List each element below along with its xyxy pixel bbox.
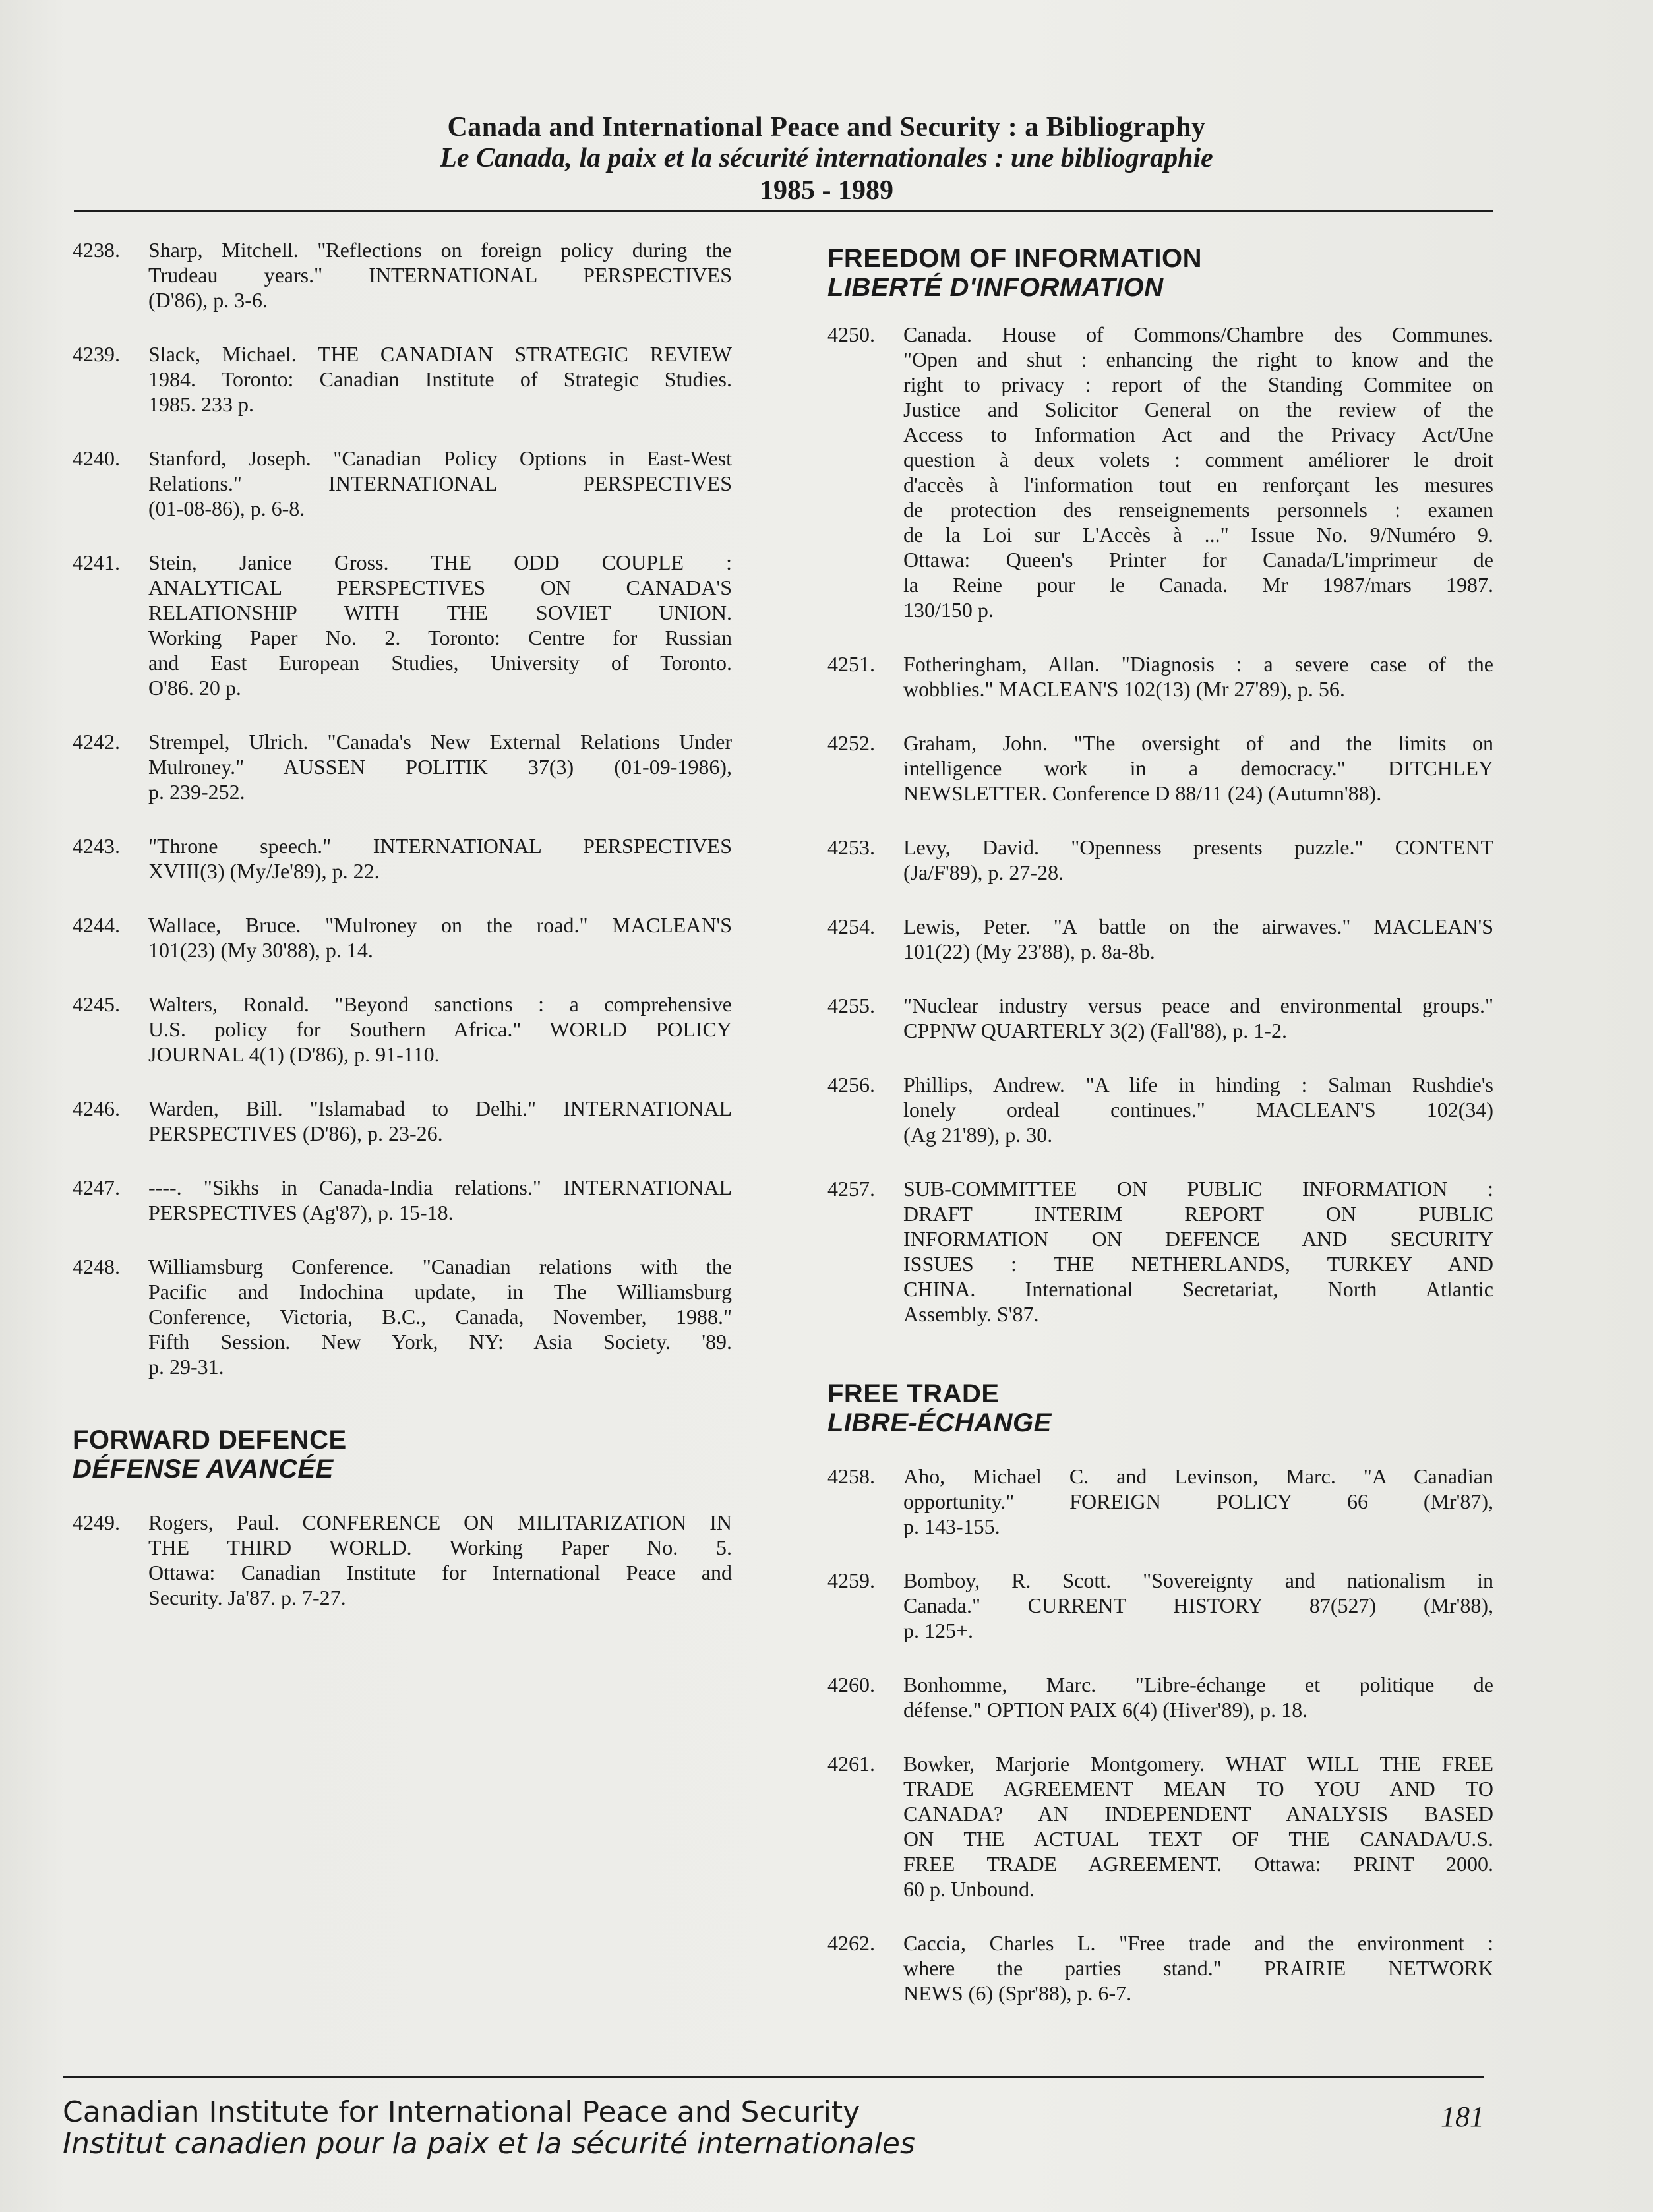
entry-line: Ottawa: Queen's Printer for Canada/L'imprimeur de [903, 548, 1493, 572]
entry-line: RELATIONSHIP WITH THE SOVIET UNION. [148, 601, 732, 624]
entry-line: Relations." INTERNATIONAL PERSPECTIVES [148, 471, 732, 495]
entry-list [827, 322, 1493, 1327]
entry-number: 4244. [73, 913, 120, 937]
entry-line: Phillips, Andrew. "A life in hinding : Salman Rushdie's [903, 1073, 1493, 1096]
entry-line: 130/150 p. [903, 598, 994, 622]
entry-line: PERSPECTIVES (Ag'87), p. 15-18. [148, 1201, 454, 1224]
entry-line: ON THE ACTUAL TEXT OF THE CANADA/U.S. [903, 1827, 1493, 1851]
entry-line: Fotheringham, Allan. "Diagnosis : a severe case of the [903, 652, 1493, 676]
entry-line: Pacific and Indochina update, in The Williamsburg [148, 1280, 732, 1303]
entry-number: 4238. [73, 238, 120, 262]
bibliography-entry [827, 651, 1493, 702]
entry-line: défense." OPTION PAIX 6(4) (Hiver'89), p. 18. [903, 1698, 1308, 1721]
bibliography-entry [73, 833, 732, 883]
left-column [73, 237, 732, 1639]
entry-line: Canada." CURRENT HISTORY 87(527) (Mr'88), [903, 1594, 1493, 1617]
entry-line: Bonhomme, Marc. "Libre-échange et politique de [903, 1673, 1493, 1696]
bibliography-entry [827, 1072, 1493, 1147]
bibliography-entry [827, 1464, 1493, 1539]
entry-line: Access to Information Act and the Privacy Act/Une [903, 423, 1493, 446]
section-heading-free-trade [827, 1379, 1493, 1437]
entry-text [903, 1930, 1493, 2006]
bibliography-entry [827, 1751, 1493, 1901]
entry-text [903, 731, 1493, 806]
section-title-fr: DÉFENSE AVANCÉE [73, 1454, 334, 1483]
entry-list [73, 237, 732, 1379]
entry-number: 4251. [827, 652, 875, 676]
bibliography-entry [827, 1176, 1493, 1327]
bibliography-entry [73, 550, 732, 700]
entry-text [148, 1096, 732, 1146]
section-heading-forward-defence [73, 1425, 732, 1483]
entry-line: Security. Ja'87. p. 7-27. [148, 1586, 346, 1609]
entry-line: DRAFT INTERIM REPORT ON PUBLIC [903, 1202, 1493, 1226]
entry-line: INFORMATION ON DEFENCE AND SECURITY [903, 1227, 1493, 1251]
entry-line: FREE TRADE AGREEMENT. Ottawa: PRINT 2000. [903, 1852, 1493, 1876]
entry-line: 60 p. Unbound. [903, 1877, 1035, 1901]
entry-line: 1984. Toronto: Canadian Institute of Strategic Studies. [148, 367, 732, 391]
entry-line: Ottawa: Canadian Institute for International Peace and [148, 1561, 732, 1584]
entry-line: (Ja/F'89), p. 27-28. [903, 860, 1064, 884]
header-years: 1985 - 1989 [760, 175, 893, 206]
entry-line: p. 143-155. [903, 1514, 1000, 1538]
entry-line: Sharp, Mitchell. "Reflections on foreign policy during the [148, 238, 732, 262]
bibliography-entry [827, 914, 1493, 964]
page-number: 181 [1441, 2101, 1484, 2133]
entry-line: CANADA? AN INDEPENDENT ANALYSIS BASED [903, 1802, 1493, 1826]
entry-number: 4248. [73, 1255, 120, 1278]
entry-line: Stein, Janice Gross. THE ODD COUPLE : [148, 551, 732, 574]
entry-line: Rogers, Paul. CONFERENCE ON MILITARIZATION IN [148, 1510, 732, 1534]
entry-text [903, 322, 1493, 622]
entry-line: 101(23) (My 30'88), p. 14. [148, 938, 373, 962]
entry-text [903, 914, 1493, 964]
entry-line: Walters, Ronald. "Beyond sanctions : a comprehensive [148, 992, 732, 1016]
entry-number: 4262. [827, 1931, 875, 1955]
entry-line: 1985. 233 p. [148, 392, 254, 416]
bibliography-entry [827, 731, 1493, 806]
entry-line: (01-08-86), p. 6-8. [148, 496, 305, 520]
section-title-fr: LIBRE-ÉCHANGE [827, 1408, 1052, 1437]
bibliography-entry [827, 993, 1493, 1043]
entry-line: Wallace, Bruce. "Mulroney on the road." MACLEAN'S [148, 913, 732, 937]
entry-line: PERSPECTIVES (D'86), p. 23-26. [148, 1121, 443, 1145]
page-footer [63, 2097, 915, 2160]
entry-line: Mulroney." AUSSEN POLITIK 37(3) (01-09-1986), [148, 755, 732, 779]
entry-number: 4260. [827, 1673, 875, 1696]
bibliography-entry [73, 1254, 732, 1379]
entry-line: "Throne speech." INTERNATIONAL PERSPECTIVES [148, 834, 732, 858]
entry-line: p. 125+. [903, 1619, 974, 1642]
section-title-en: FREE TRADE [827, 1379, 1000, 1408]
entry-line: intelligence work in a democracy." DITCHLEY [903, 756, 1493, 780]
entry-text [903, 835, 1493, 885]
entry-number: 4247. [73, 1176, 120, 1199]
entry-text [148, 237, 732, 313]
entry-number: 4261. [827, 1752, 875, 1776]
entry-line: Caccia, Charles L. "Free trade and the environment : [903, 1931, 1493, 1955]
entry-line: NEWS (6) (Spr'88), p. 6-7. [903, 1981, 1132, 2005]
entry-line: JOURNAL 4(1) (D'86), p. 91-110. [148, 1042, 440, 1066]
entry-number: 4246. [73, 1096, 120, 1120]
entry-line: XVIII(3) (My/Je'89), p. 22. [148, 859, 380, 883]
entry-line: Bowker, Marjorie Montgomery. WHAT WILL THE FREE [903, 1752, 1493, 1776]
entry-number: 4255. [827, 994, 875, 1017]
entry-text [148, 342, 732, 417]
entry-text [148, 550, 732, 700]
entry-text [148, 833, 732, 883]
entry-line: Bomboy, R. Scott. "Sovereignty and nationalism in [903, 1569, 1493, 1592]
entry-line: CPPNW QUARTERLY 3(2) (Fall'88), p. 1-2. [903, 1019, 1287, 1042]
entry-number: 4242. [73, 730, 120, 754]
entry-text [148, 1510, 732, 1610]
entry-line: Slack, Michael. THE CANADIAN STRATEGIC REVIEW [148, 342, 732, 366]
entry-line: ANALYTICAL PERSPECTIVES ON CANADA'S [148, 576, 732, 599]
entry-line: SUB-COMMITTEE ON PUBLIC INFORMATION : [903, 1177, 1493, 1201]
header-title-fr: Le Canada, la paix et la sécurité internationales : une bibliographie [440, 143, 1213, 173]
bibliography-entry [827, 835, 1493, 885]
entry-number: 4252. [827, 731, 875, 755]
bibliography-entry [73, 342, 732, 417]
entry-line: Strempel, Ulrich. "Canada's New External Relations Under [148, 730, 732, 754]
entry-number: 4259. [827, 1569, 875, 1592]
entry-line: Assembly. S'87. [903, 1302, 1039, 1326]
entry-text [903, 1464, 1493, 1539]
entry-number: 4253. [827, 835, 875, 859]
bibliography-entry [73, 912, 732, 963]
entry-line: Levy, David. "Openness presents puzzle." CONTENT [903, 835, 1493, 859]
header-title-en: Canada and International Peace and Security : a Bibliography [447, 112, 1206, 142]
entry-line: O'86. 20 p. [148, 676, 241, 700]
entry-line: Justice and Solicitor General on the review of the [903, 398, 1493, 421]
entry-number: 4256. [827, 1073, 875, 1096]
entry-line: "Open and shut : enhancing the right to know and the [903, 347, 1493, 371]
bibliography-entry [827, 322, 1493, 622]
entry-line: Working Paper No. 2. Toronto: Centre for Russian [148, 626, 732, 649]
entry-line: lonely ordeal continues." MACLEAN'S 102(34) [903, 1098, 1493, 1121]
footer-institute-en: Canadian Institute for International Peace and Security [63, 2095, 860, 2129]
bibliography-entry [73, 1175, 732, 1225]
entry-line: opportunity." FOREIGN POLICY 66 (Mr'87), [903, 1489, 1493, 1513]
entry-line: 101(22) (My 23'88), p. 8a-8b. [903, 940, 1155, 963]
entry-line: Fifth Session. New York, NY: Asia Society. '89. [148, 1330, 732, 1354]
entry-line: Williamsburg Conference. "Canadian relations with the [148, 1255, 732, 1278]
entry-text [903, 1176, 1493, 1327]
bibliography-entry [73, 446, 732, 521]
entry-number: 4245. [73, 992, 120, 1016]
entry-line: la Reine pour le Canada. Mr 1987/mars 1987. [903, 573, 1493, 597]
entry-number: 4239. [73, 342, 120, 366]
entry-text [903, 1751, 1493, 1901]
entry-line: Graham, John. "The oversight of and the limits on [903, 731, 1493, 755]
entry-number: 4258. [827, 1464, 875, 1488]
entry-text [903, 993, 1493, 1043]
entry-text [903, 1072, 1493, 1147]
entry-line: question à deux volets : comment améliorer le droit [903, 448, 1493, 471]
entry-line: Warden, Bill. "Islamabad to Delhi." INTERNATIONAL [148, 1096, 732, 1120]
entry-line: ISSUES : THE NETHERLANDS, TURKEY AND [903, 1252, 1493, 1276]
entry-text [903, 1672, 1493, 1722]
right-column [827, 237, 1493, 2035]
entry-line: Canada. House of Commons/Chambre des Communes. [903, 322, 1493, 346]
bibliography-entry [827, 1568, 1493, 1643]
entry-line: Lewis, Peter. "A battle on the airwaves." MACLEAN'S [903, 914, 1493, 938]
entry-line: p. 29-31. [148, 1355, 224, 1379]
entry-line: de la Loi sur L'Accès à ..." Issue No. 9/Numéro 9. [903, 523, 1493, 547]
entry-text [148, 1175, 732, 1225]
entry-line: CHINA. International Secretariat, North Atlantic [903, 1277, 1493, 1301]
entry-line: ----. "Sikhs in Canada-India relations." INTERNATIONAL [148, 1176, 732, 1199]
entry-text [903, 651, 1493, 702]
entry-text [903, 1568, 1493, 1643]
entry-text [148, 1254, 732, 1379]
entry-text [148, 992, 732, 1067]
entry-line: de protection des renseignements personnels : examen [903, 498, 1493, 522]
section-title-en: FORWARD DEFENCE [73, 1425, 347, 1454]
entry-line: NEWSLETTER. Conference D 88/11 (24) (Autumn'88). [903, 781, 1382, 805]
entry-line: right to privacy : report of the Standing Commitee on [903, 373, 1493, 396]
entry-line: "Nuclear industry versus peace and environmental groups." [903, 994, 1493, 1017]
bibliography-entry [73, 1510, 732, 1610]
section-title-fr: LIBERTÉ D'INFORMATION [827, 273, 1164, 302]
entry-line: d'accès à l'information tout en renforçant les mesures [903, 473, 1493, 496]
entry-number: 4240. [73, 446, 120, 470]
footer-rule [63, 2076, 1484, 2078]
entry-number: 4254. [827, 914, 875, 938]
section-heading-freedom-of-information [827, 244, 1493, 302]
entry-line: wobblies." MACLEAN'S 102(13) (Mr 27'89), p. 56. [903, 677, 1345, 701]
section-title-en: FREEDOM OF INFORMATION [827, 244, 1202, 273]
entry-list [827, 1464, 1493, 2006]
entry-text [148, 446, 732, 521]
footer-institute-fr: Institut canadien pour la paix et la sécurité internationales [63, 2127, 915, 2161]
bibliography-entry [73, 992, 732, 1067]
entry-line: and East European Studies, University of Toronto. [148, 651, 732, 674]
bibliography-entry [827, 1930, 1493, 2006]
header-rule [74, 210, 1493, 212]
bibliography-entry [73, 729, 732, 804]
entry-line: (D'86), p. 3-6. [148, 288, 268, 312]
entry-line: Aho, Michael C. and Levinson, Marc. "A Canadian [903, 1464, 1493, 1488]
entry-text [148, 912, 732, 963]
entry-line: (Ag 21'89), p. 30. [903, 1123, 1053, 1147]
entry-line: p. 239-252. [148, 780, 245, 804]
entry-number: 4249. [73, 1510, 120, 1534]
entry-number: 4250. [827, 322, 875, 346]
bibliography-entry [827, 1672, 1493, 1722]
entry-number: 4243. [73, 834, 120, 858]
bibliography-entry [73, 1096, 732, 1146]
bibliography-entry [73, 237, 732, 313]
entry-line: U.S. policy for Southern Africa." WORLD POLICY [148, 1017, 732, 1041]
entry-line: TRADE AGREEMENT MEAN TO YOU AND TO [903, 1777, 1493, 1801]
entry-number: 4257. [827, 1177, 875, 1201]
entry-line: Stanford, Joseph. "Canadian Policy Options in East-West [148, 446, 732, 470]
page-header [0, 112, 1653, 207]
entry-line: Trudeau years." INTERNATIONAL PERSPECTIVES [148, 263, 732, 287]
entry-line: where the parties stand." PRAIRIE NETWORK [903, 1956, 1493, 1980]
entry-number: 4241. [73, 551, 120, 574]
entry-list [73, 1510, 732, 1610]
entry-text [148, 729, 732, 804]
entry-line: THE THIRD WORLD. Working Paper No. 5. [148, 1536, 732, 1559]
entry-line: Conference, Victoria, B.C., Canada, November, 1988." [148, 1305, 732, 1329]
